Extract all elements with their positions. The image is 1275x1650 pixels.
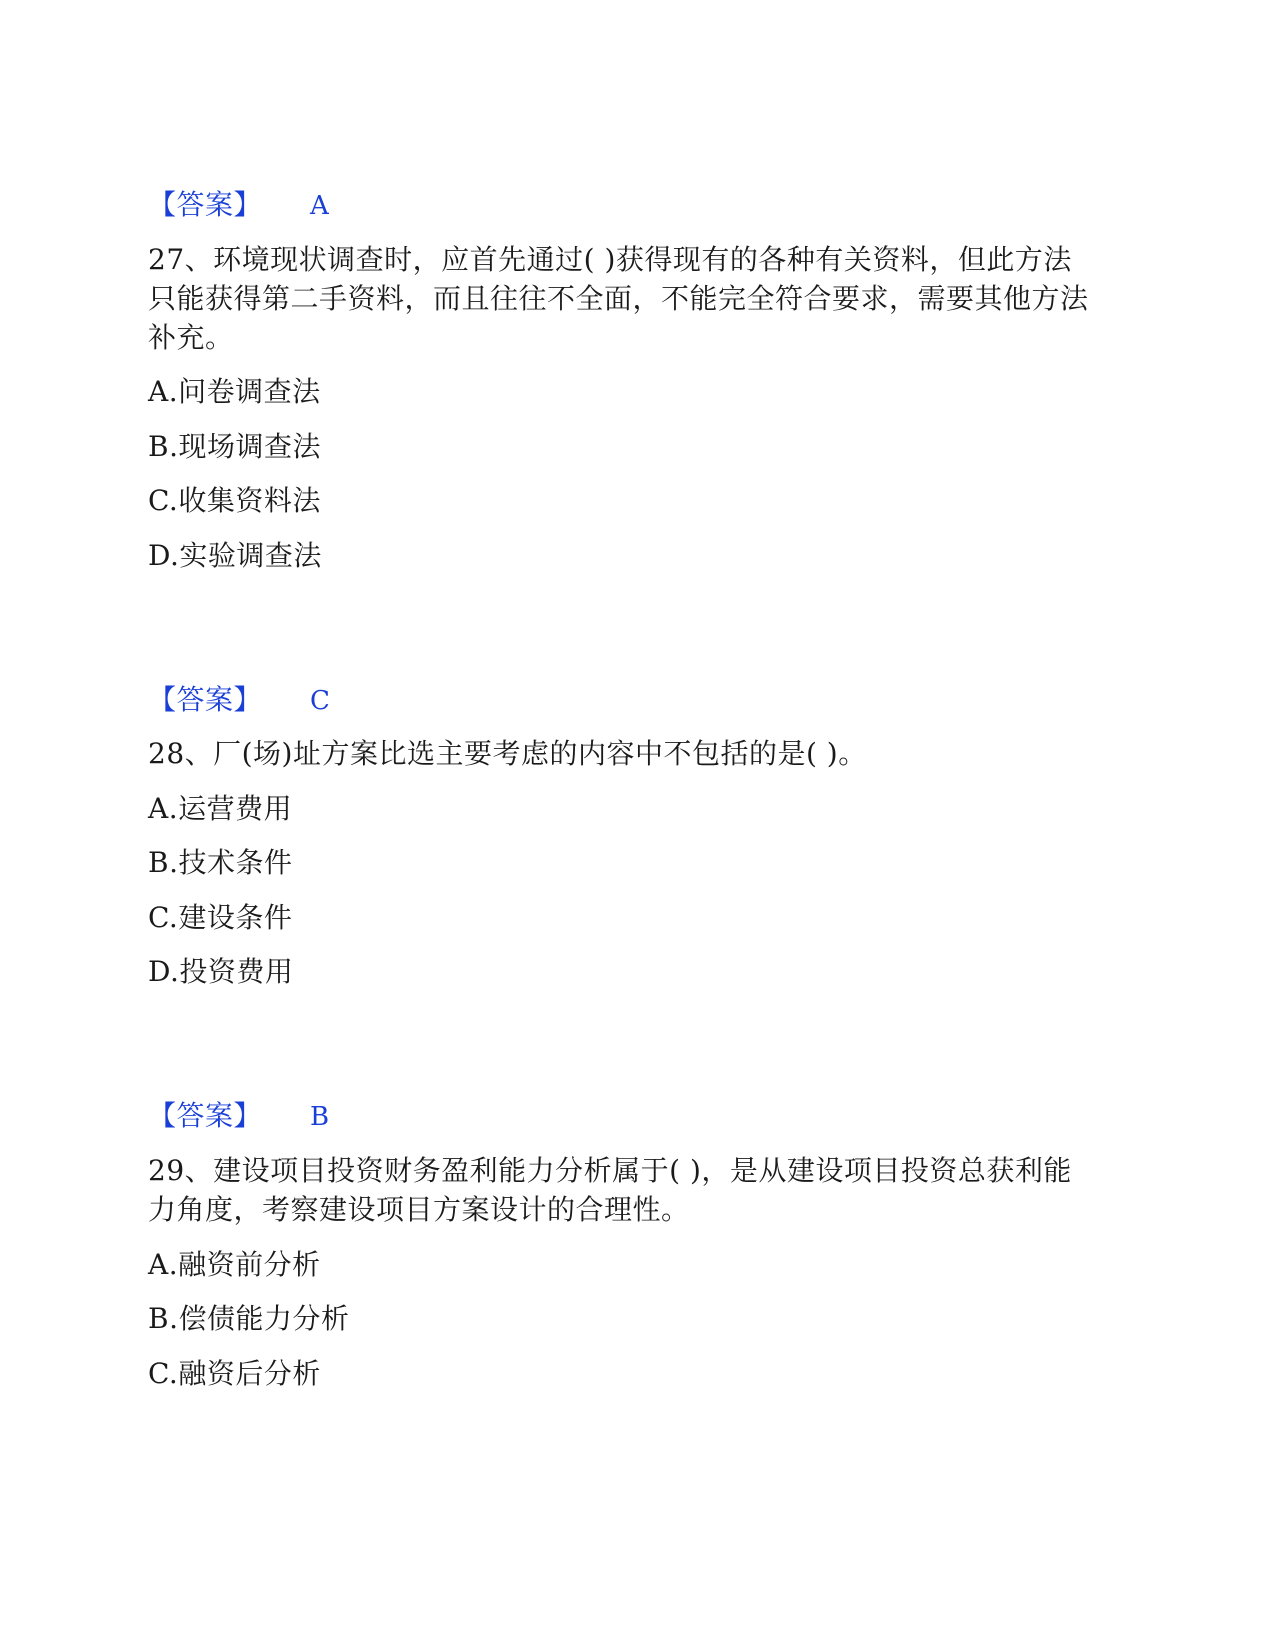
option-c: C.建设条件 — [148, 901, 293, 934]
answer-line — [148, 185, 329, 226]
answer-value: C — [310, 686, 331, 716]
question-text-line: 28、厂(场)址方案比选主要考虑的内容中不包括的是( )。 — [148, 737, 867, 770]
option-b: B.现场调查法 — [148, 430, 321, 463]
question-text-line: 只能获得第二手资料，而且往往不全面，不能完全符合要求，需要其他方法 — [148, 282, 1089, 315]
answer-label: 【答案】 — [148, 683, 263, 716]
option-a: A.融资前分析 — [148, 1248, 321, 1281]
option-c: C.融资后分析 — [148, 1357, 321, 1390]
answer-label: 【答案】 — [148, 1099, 263, 1132]
answer-value: A — [310, 191, 330, 221]
answer-value: B — [310, 1102, 330, 1132]
question-text-line: 29、建设项目投资财务盈利能力分析属于( )，是从建设项目投资总获利能 — [148, 1154, 1072, 1187]
option-a: A.问卷调查法 — [148, 375, 321, 408]
question-text-line: 力角度，考察建设项目方案设计的合理性。 — [148, 1193, 690, 1226]
answer-line — [148, 680, 330, 721]
question-text-line: 27、环境现状调查时，应首先通过( )获得现有的各种有关资料，但此方法 — [148, 243, 1072, 276]
option-a: A.运营费用 — [148, 792, 293, 825]
option-c: C.收集资料法 — [148, 484, 321, 517]
option-d: D.投资费用 — [148, 955, 294, 988]
question-text-line: 补充。 — [148, 321, 234, 354]
answer-line — [148, 1096, 330, 1137]
option-b: B.技术条件 — [148, 846, 293, 879]
answer-label: 【答案】 — [148, 188, 263, 221]
option-d: D.实验调查法 — [148, 539, 322, 572]
option-b: B.偿债能力分析 — [148, 1302, 350, 1335]
